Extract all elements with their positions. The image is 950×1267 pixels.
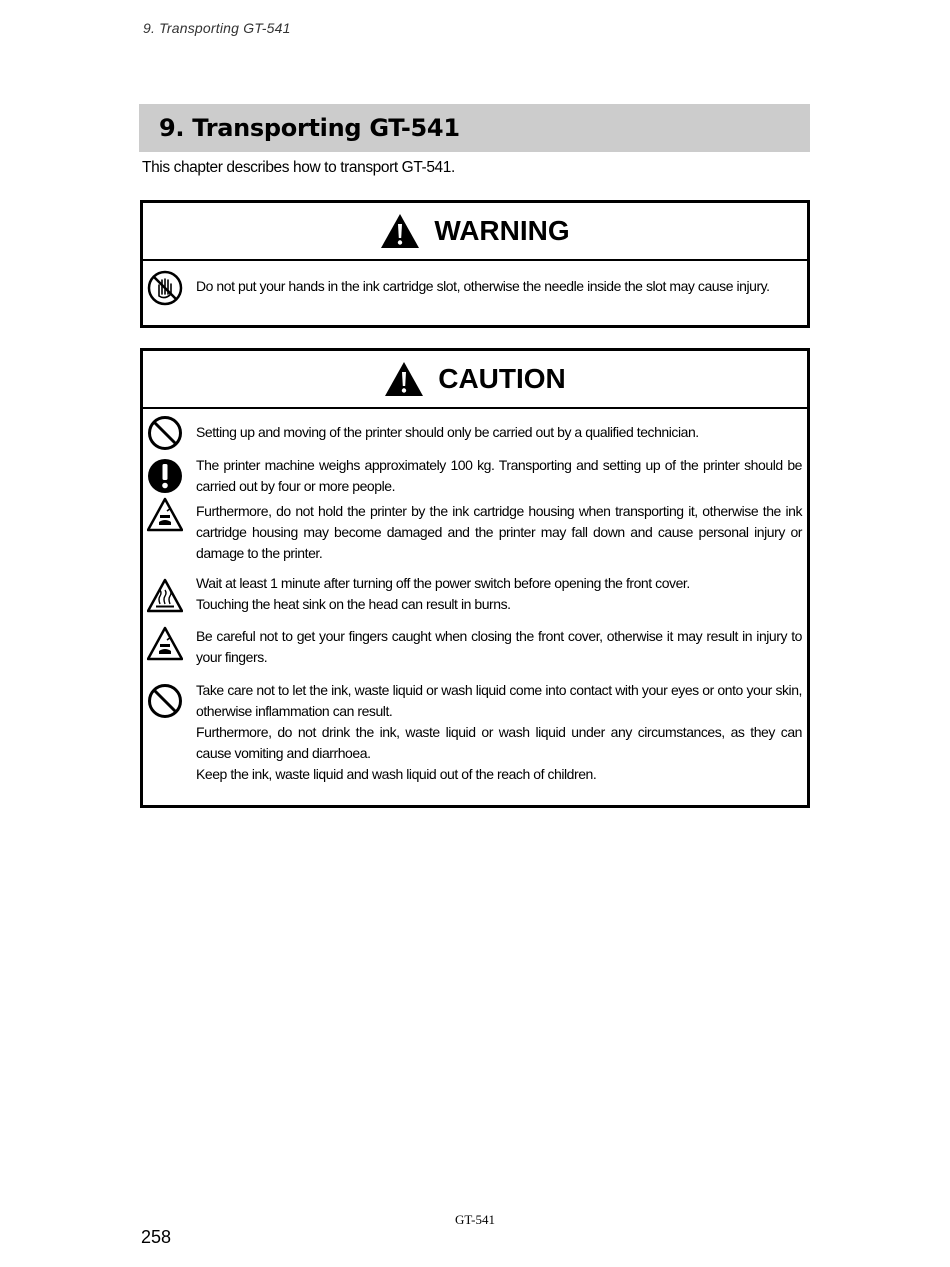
running-header: 9. Transporting GT-541 xyxy=(143,20,291,36)
warning-box xyxy=(140,200,810,328)
no-hand-icon xyxy=(147,270,183,306)
caution-item-line: Setting up and moving of the printer should only be carried out by a qualified technician. xyxy=(196,424,699,440)
caution-item-line: Be careful not to get your fingers caught when closing the front cover, otherwise it may result in injury to your fingers. xyxy=(196,628,802,665)
warning-title: WARNING xyxy=(434,215,570,246)
caution-item-line: Take care not to let the ink, waste liquid or wash liquid come into contact with your eyes or onto your skin, otherwise inflammation can result. xyxy=(196,682,802,719)
hot-surface-icon xyxy=(147,578,183,614)
caution-item-text xyxy=(196,455,802,497)
caution-title: CAUTION xyxy=(438,363,566,394)
prohibition-icon xyxy=(147,415,183,451)
chapter-title: 9. Transporting GT-541 xyxy=(159,114,460,142)
chapter-title-bar xyxy=(139,104,810,152)
chapter-intro: This chapter describes how to transport GT-541. xyxy=(142,159,455,176)
caution-item-line: Furthermore, do not hold the printer by the ink cartridge housing when transporting it, otherwise the ink cartridge housing may become damaged and the printer may fall down and cause personal injury or damage to the printer. xyxy=(196,503,802,561)
pinch-hazard-icon xyxy=(147,626,183,662)
warning-item-text: Do not put your hands in the ink cartridge slot, otherwise the needle inside the slot may cause injury. xyxy=(196,278,770,294)
caution-item-text xyxy=(196,573,802,615)
caution-box xyxy=(140,348,810,808)
prohibition-icon xyxy=(147,683,183,719)
mandatory-exclamation-icon xyxy=(147,458,183,494)
caution-item-line: Touching the heat sink on the head can result in burns. xyxy=(196,596,511,612)
footer-model: GT-541 xyxy=(455,1212,495,1227)
caution-item-text xyxy=(196,626,802,668)
caution-triangle-icon xyxy=(384,361,424,397)
warning-triangle-icon xyxy=(380,213,420,249)
warning-header xyxy=(143,203,807,261)
caution-item-line: Keep the ink, waste liquid and wash liquid out of the reach of children. xyxy=(196,766,597,782)
page-number: 258 xyxy=(141,1227,172,1247)
caution-header xyxy=(143,351,807,409)
caution-item-text xyxy=(196,680,802,785)
caution-item-text xyxy=(196,501,802,564)
crush-hazard-icon xyxy=(147,497,183,533)
caution-item-line: Wait at least 1 minute after turning off the power switch before opening the front cover. xyxy=(196,575,690,591)
caution-item-line: Furthermore, do not drink the ink, waste liquid or wash liquid under any circumstances, as they can cause vomiting and diarrhoea. xyxy=(196,724,802,761)
caution-item-text xyxy=(196,422,802,443)
caution-item-line: The printer machine weighs approximately 100 kg. Transporting and setting up of the printer should be carried out by four or more people. xyxy=(196,457,802,494)
